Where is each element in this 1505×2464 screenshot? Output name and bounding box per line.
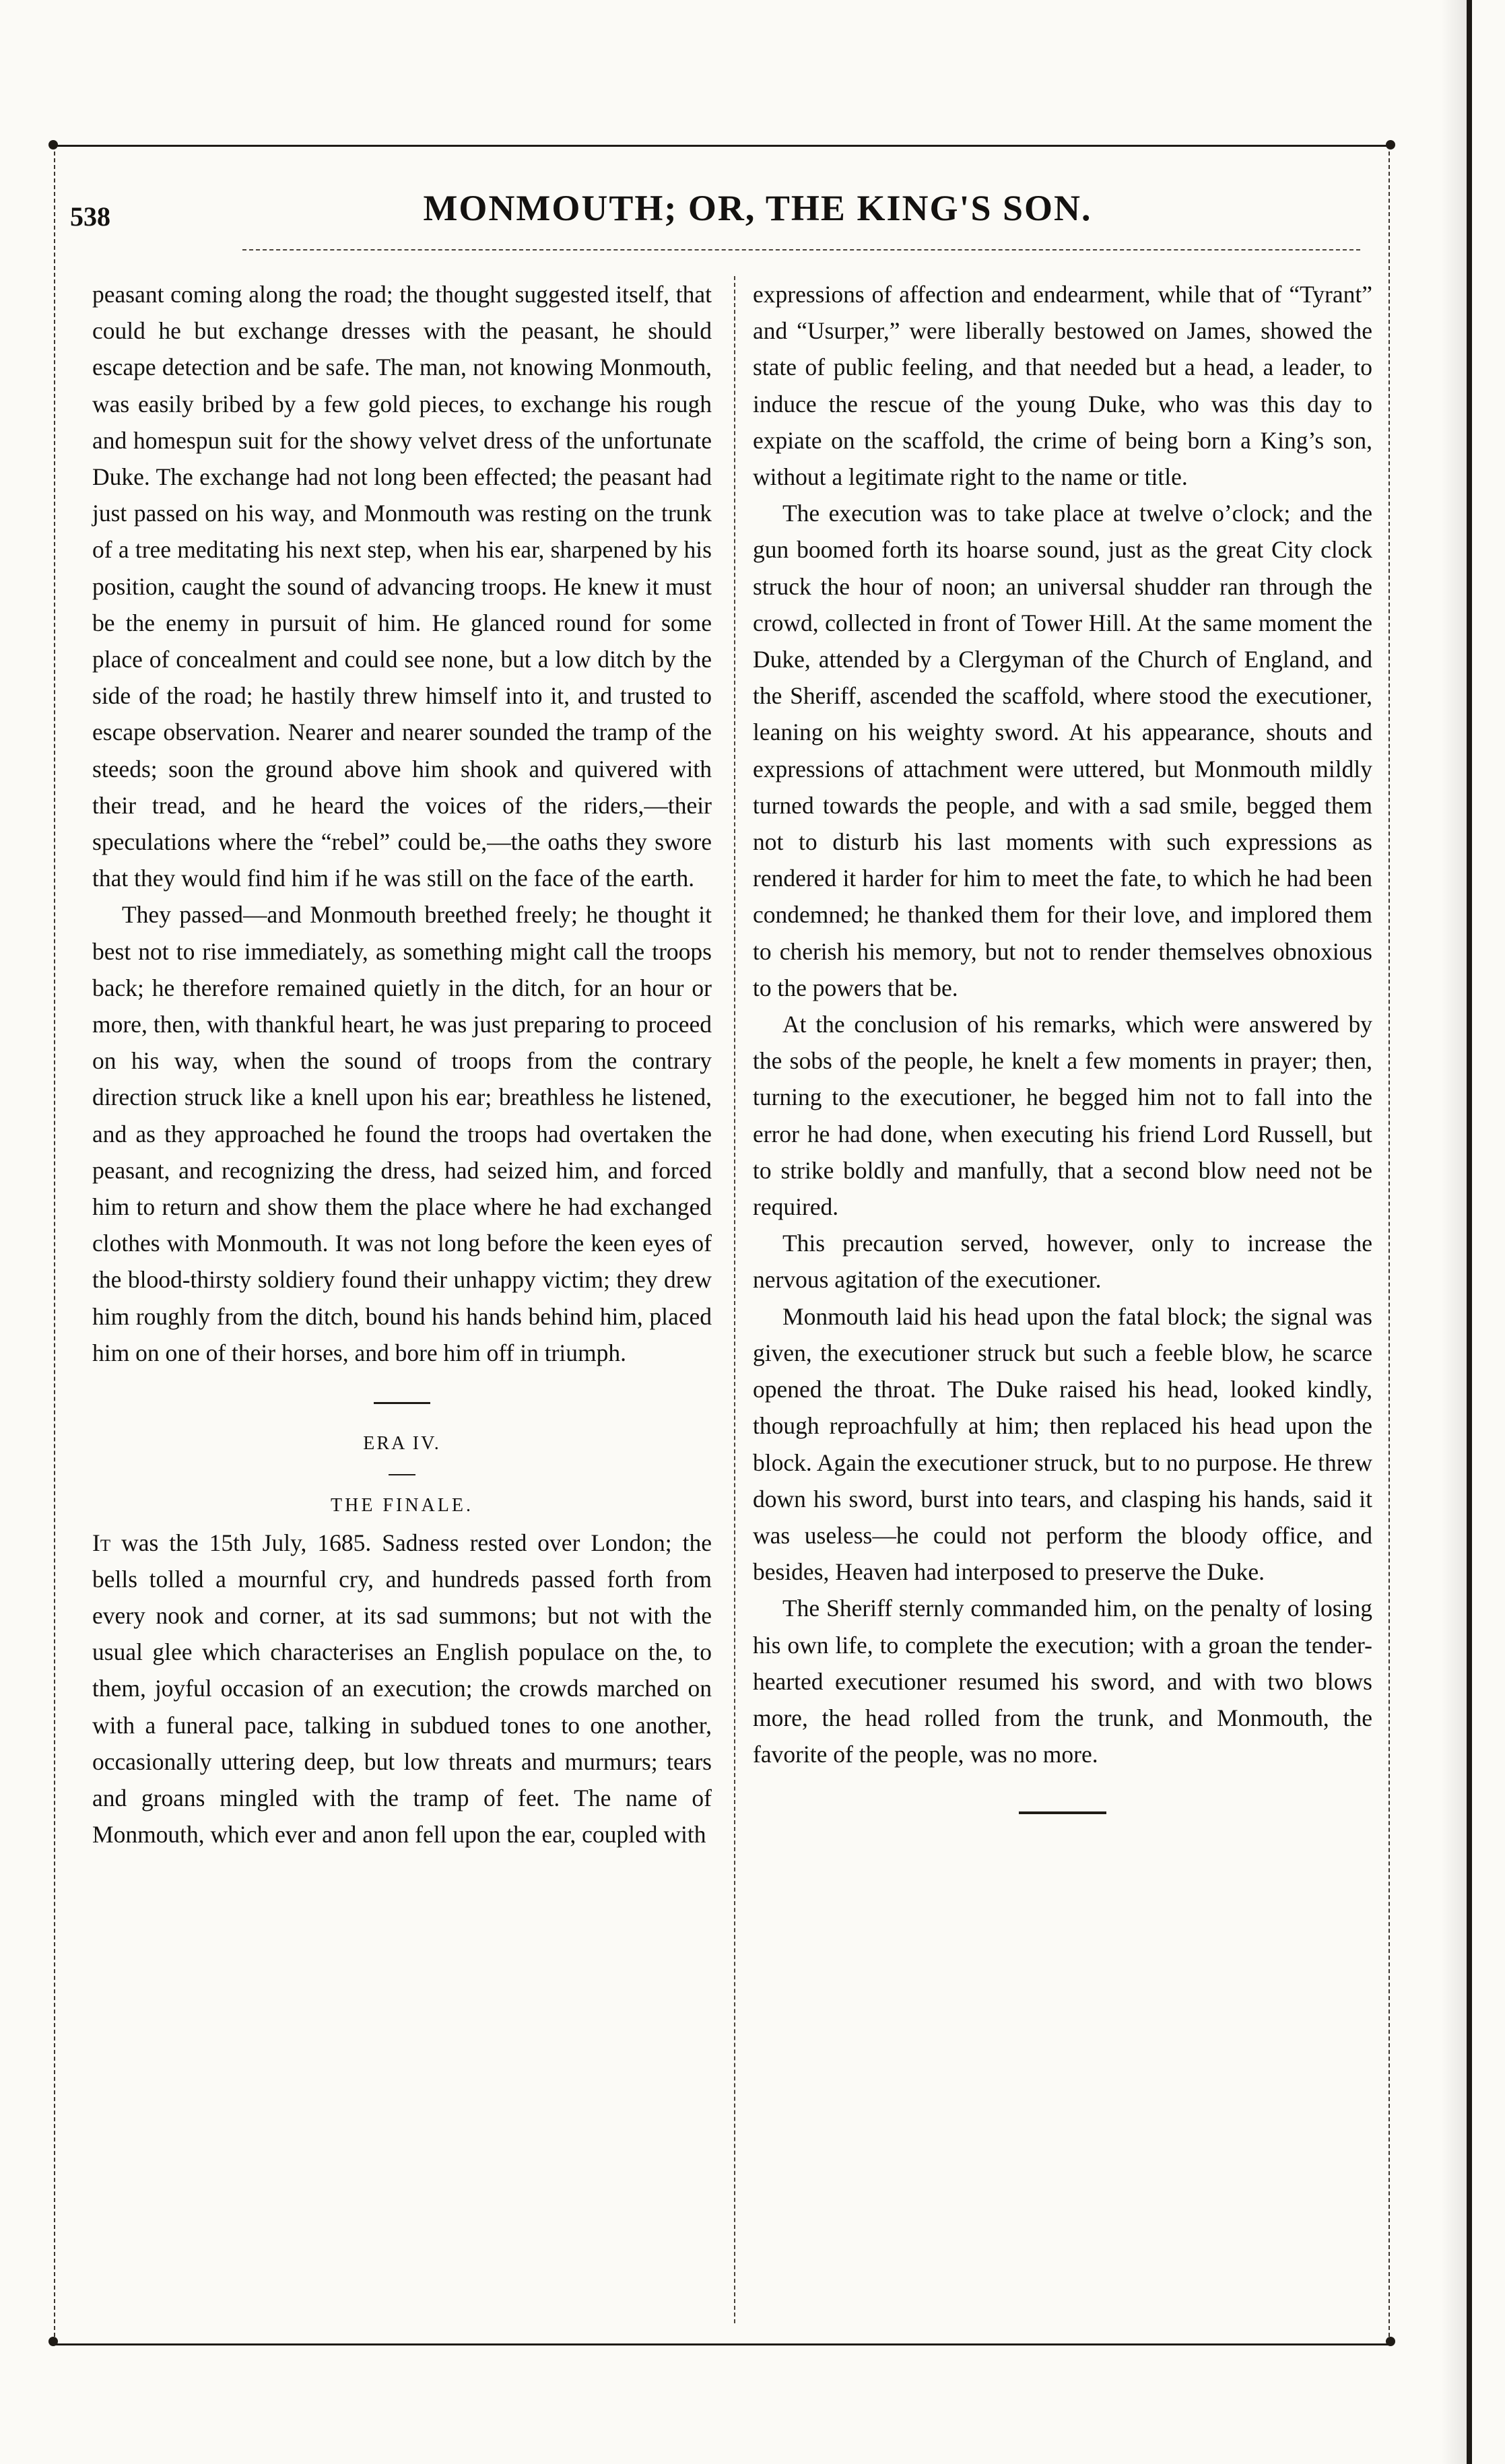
body-paragraph: expressions of affection and endearment, while that of “Tyrant” and “Usurper,” were liberally bestowed on James, showed the state of public feeling, and that needed but a head, a leader, to induce the rescue of the young Duke, who was this day to expiate on the scaffold, the crime of being born a King’s son, without a legitimate right to the name or title. <box>753 281 1372 491</box>
body-paragraph: At the conclusion of his remarks, which were answered by the sobs of the people, he knelt a few moments in prayer; then, turning to the executioner, he begged him not to fall into the error he had done, when executing his friend Lord Russell, but to strike boldly and manfully, that a second blow need not be required. <box>753 1011 1372 1221</box>
page-border-left <box>54 152 55 2337</box>
section-break-rule <box>374 1402 430 1404</box>
lead-in-word: It <box>92 1529 111 1556</box>
page-number: 538 <box>70 201 110 232</box>
body-paragraph: This precaution served, however, only to increase the nervous agitation of the executioner. <box>753 1230 1372 1294</box>
section-subheading: THE FINALE. <box>331 1495 473 1517</box>
heading-rule <box>389 1474 415 1475</box>
final-paragraph-text: was the 15th July, 1685. Sadness rested over London; the bells tolled a mournful cry, and hundreds passed forth from every nook and corner, at its sad summons; but not with the usual glee which characterises an English populace on the, to them, joyful occasion of an execution; the crowds marched on with a funeral pace, talking in subdued tones to one another, occasionally uttering deep, but low threats and murmurs; tears and groans mingled with the tramp of feet. The name of Monmouth, which ever and anon fell upon the ear, coupled with <box>92 1529 712 1849</box>
right-column <box>753 276 1372 1814</box>
body-paragraph: Monmouth laid his head upon the fatal block; the signal was given, the executioner struck but such a feeble blow, he scarce opened the throat. The Duke raised his head, looked kindly, though reproachfully at him; then replaced his head upon the block. Again the executioner struck, but to no purpose. He threw down his sword, burst into tears, and clasping his hands, said it was useless—he could not perform the bloody office, and besides, Heaven had interposed to preserve the Duke. <box>753 1302 1372 1586</box>
border-ornament-top-right <box>1386 140 1395 149</box>
body-paragraph: They passed—and Monmouth breethed freely; he thought it best not to rise immediately, as something might call the troops back; he therefore remained quietly in the ditch, for an hour or more, then, with thankful heart, he was just preparing to proceed on his way, when the sound of troops from the contrary direction struck like a knell upon his ear; breathless he listened, and as they approached he found the troops had overtaken the peasant, and recognizing the dress, had seized him, and forced him to return and show them the place where he had exchanged clothes with Monmouth. It was not long before the keen eyes of the blood-thirsty soldiery found their unhappy victim; they drew him roughly from the ditch, bound his hands behind him, placed him on one of their horses, and bore him off in triumph. <box>92 901 712 1366</box>
binding-shadow <box>1441 0 1467 2464</box>
era-heading: ERA IV. <box>363 1433 441 1455</box>
end-rule <box>1019 1811 1106 1814</box>
binding-edge <box>1467 0 1472 2464</box>
body-paragraph: peasant coming along the road; the thought suggested itself, that could he but exchange dresses with the peasant, he should escape detection and be safe. The man, not knowing Monmouth, was easily bribed by a few gold pieces, to exchange his rough and homespun suit for the showy velvet dress of the unfortunate Duke. The exchange had not long been effected; the peasant had just passed on his way, and Monmouth was resting on the trunk of a tree meditating his next step, when his ear, sharpened by his position, caught the sound of advancing troops. He knew it must be the enemy in pursuit of him. He glanced round for some place of concealment and could see none, but a low ditch by the side of the road; he hastily threw himself into it, and trusted to escape observation. Nearer and nearer sounded the tramp of the steeds; soon the ground above him shook and quivered with their tread, and he heard the voices of the riders,—their speculations where the “rebel” could be,—the oaths they swore that they would find him if he was still on the face of the earth. <box>92 281 712 892</box>
border-ornament-top-left <box>48 140 58 149</box>
final-paragraph <box>92 1525 712 1853</box>
header-rule <box>242 249 1360 251</box>
body-paragraph: The execution was to take place at twelve o’clock; and the gun boomed forth its hoarse sound, just as the great City clock struck the hour of noon; an universal shudder ran through the crowd, collected in front of Tower Hill. At the same moment the Duke, attended by a Clergyman of the Church of England, and the Sheriff, ascended the scaffold, where stood the executioner, leaning on his weighty sword. At his appearance, shouts and expressions of attachment were uttered, but Monmouth mildly turned towards the people, and with a sad smile, begged them not to disturb his last moments with such expressions as rendered it harder for him to meet the fate, to which he had been condemned; he thanked them for their love, and implored them to cherish his memory, but not to render themselves obnoxious to the powers that be. <box>753 500 1372 1001</box>
page-border-right <box>1389 152 1390 2337</box>
left-column <box>92 276 712 1853</box>
border-ornament-bottom-left <box>48 2337 58 2346</box>
body-paragraph: The Sheriff sternly commanded him, on the penalty of losing his own life, to complete the execution; with a groan the tender-hearted executioner resumed his sword, and with two blows more, the head rolled from the trunk, and Monmouth, the favorite of the people, was no more. <box>753 1595 1372 1768</box>
border-ornament-bottom-right <box>1386 2337 1395 2346</box>
running-title: MONMOUTH; OR, THE KING'S SON. <box>423 188 1092 228</box>
column-divider <box>734 276 735 2323</box>
